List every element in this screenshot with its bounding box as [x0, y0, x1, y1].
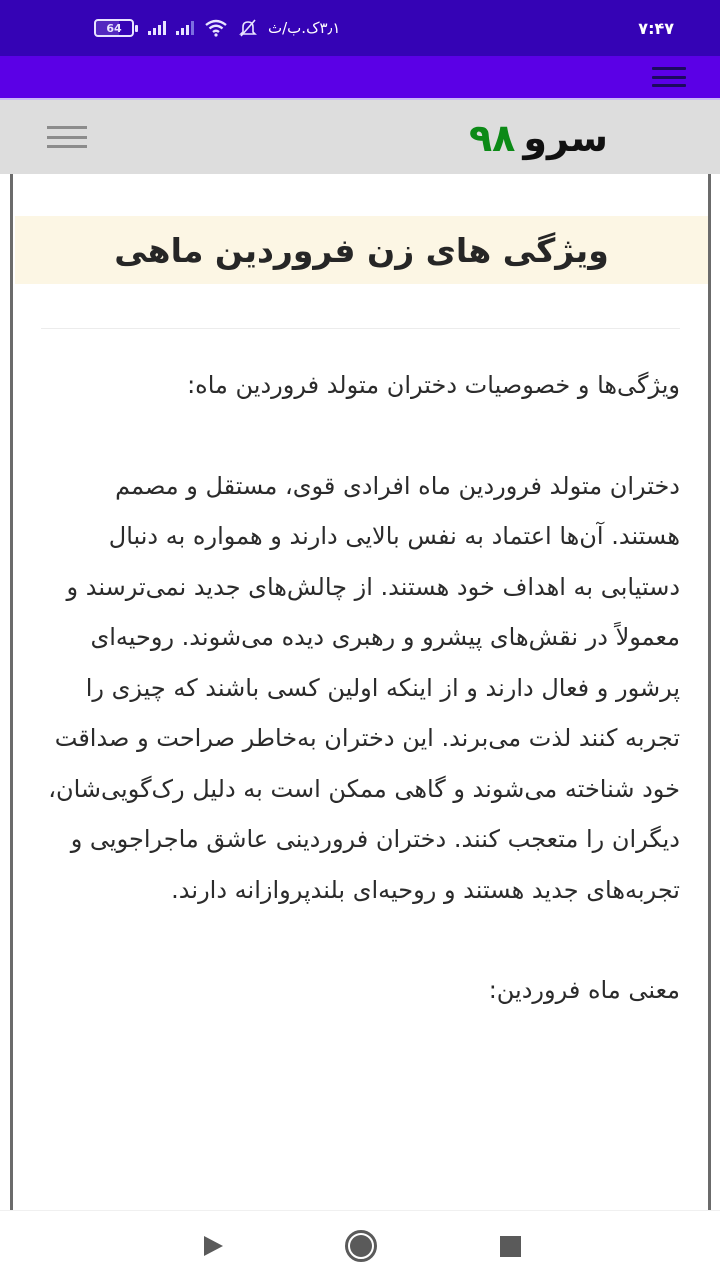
site-logo[interactable]	[469, 114, 608, 162]
logo-number: ۹۸	[468, 116, 516, 160]
article-paragraph: دختران متولد فروردین ماه افرادی قوی، مستقل و مصمم هستند. آن‌ها اعتماد به نفس بالایی دارند و همواره به دنبال دستیابی به اهداف خود هستند. از چالش‌های جدید نمی‌ترسند و معمولاً در نقش‌های پیشرو و رهبری دیده می‌شوند. روحیه‌ای پرشور و فعال دارند و از اینکه اولین کسی باشند که چیزی را تجربه کنند لذت می‌برند. این دختران به‌خاطر صراحت و صداقت خود شناخته می‌شوند و گاهی ممکن است به دلیل رک‌گویی‌شان، دیگران را متعجب کنند. دختران فروردینی عاشق ماجراجویی و تجربه‌های جدید هستند و روحیه‌ای بلندپروازانه دارند.	[48, 471, 680, 904]
hamburger-menu-icon[interactable]	[652, 67, 686, 87]
article-next-heading: معنی ماه فروردین:	[488, 976, 680, 1004]
home-icon[interactable]	[345, 1230, 377, 1262]
article-container	[10, 174, 711, 1210]
battery-level: 64	[94, 19, 134, 37]
status-clock: ۷:۴۷	[638, 18, 674, 38]
hamburger-menu-icon[interactable]	[47, 126, 87, 148]
divider	[41, 328, 680, 329]
recents-icon[interactable]	[500, 1236, 521, 1257]
wifi-icon	[204, 19, 228, 37]
logo-word: سرو	[523, 116, 608, 160]
battery-icon	[94, 19, 138, 37]
back-icon[interactable]	[204, 1236, 223, 1256]
article-subheading: ویژگی‌ها و خصوصیات دختران متولد فروردین ماه:	[187, 371, 680, 399]
article-body	[47, 360, 680, 1016]
status-bar	[0, 0, 720, 56]
bell-off-icon	[238, 18, 258, 38]
signal-icon	[176, 21, 194, 35]
title-band	[15, 216, 708, 284]
signal-icon	[148, 21, 166, 35]
article-title: ویژگی های زن فروردین ماهی	[114, 230, 609, 270]
site-header	[0, 98, 720, 174]
status-icons	[94, 18, 340, 38]
network-speed: ۳٫۱ک.ب/ث	[268, 19, 341, 37]
app-bar	[0, 56, 720, 98]
navigation-bar	[0, 1210, 720, 1280]
